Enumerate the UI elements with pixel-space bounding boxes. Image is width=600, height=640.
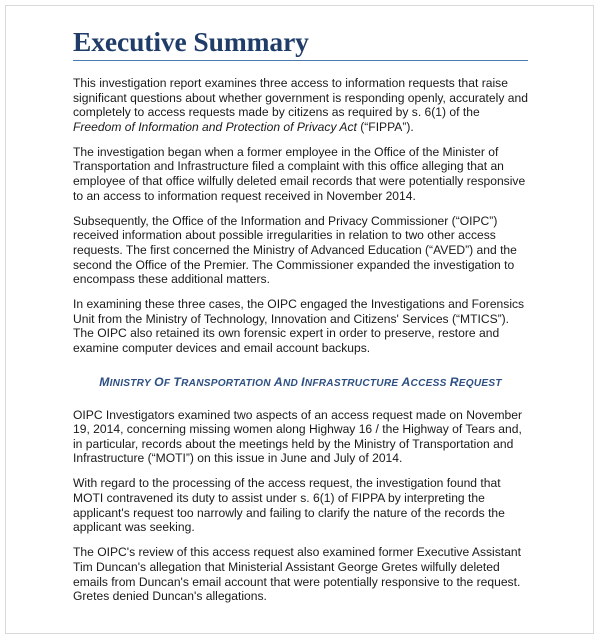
title-divider [73,60,528,61]
paragraph-1 [73,76,528,134]
smallcaps-rest: F [163,377,171,389]
smallcaps-rest: RANSPORTATION [181,377,271,389]
smallcaps-initial: I [301,374,305,389]
smallcaps-rest: ND [282,377,299,389]
text-run: Subsequently, the Office of the Information and Privacy Commissioner (“OIPC”) received information about possible irregularities in relation to two other access requests. The first concerned the Ministry of Advanced Education (“AVED”) and the second the Office of the Premier. The Commissioner expanded the investigation to encompass these additional matters. [73,213,517,287]
section-heading-moti-access-request [73,376,528,390]
smallcaps-initial: A [273,374,283,389]
section-heading-block [73,376,528,390]
text-run: With regard to the processing of the access request, the investigation found that MOTI contravened its duty to assist under s. 6(1) of FIPPA by interpreting the applicant's request too narrowly and failing to clarify the nature of the records the applicant was seeking. [73,476,505,535]
text-run: The OIPC's review of this access request also examined former Executive Assistant Tim Duncan's allegation that Ministerial Assistant George Gretes wilfully deleted emails from Duncan's email account that were potentially responsive to the request. Gretes denied Duncan's allegations. [73,545,521,604]
smallcaps-initial: R [449,374,459,389]
text-run: (“FIPPA”). [356,119,414,134]
paragraph-7 [73,545,528,603]
paragraph-5 [73,408,528,466]
smallcaps-rest: EQUEST [458,377,502,389]
smallcaps-initial: M [99,374,110,389]
smallcaps-rest: NFRASTRUCTURE [304,377,399,389]
smallcaps-initial: A [401,374,411,389]
paragraph-3 [73,214,528,287]
smallcaps-rest: CCESS [410,377,447,389]
italic-run: Freedom of Information and Protection of Privacy Act [73,119,357,134]
smallcaps-rest: INISTRY [109,377,151,389]
document-page [5,5,594,634]
paragraph-2 [73,145,528,203]
document-content [73,26,528,604]
smallcaps-initial: T [173,374,182,389]
text-run: In examining these three cases, the OIPC engaged the Investigations and Forensics Unit from the Ministry of Technology, Innovation and Citizens' Services (“MTICS”). The OIPC also retained its own forensic expert in order to preserve, restore and examine computer devices and email account backups. [73,297,525,355]
page-title: Executive Summary [73,26,309,57]
text-run: OIPC Investigators examined two aspects of an access request made on November 19, 2014, concerning missing women along Highway 16 / the Highway of Tears and, in particular, records about the meetings held by the Ministry of Transportation and Infrastructure (“MOTI”) on this issue in June and July of 2014. [73,407,523,466]
paragraph-6 [73,476,528,534]
text-run: The investigation began when a former employee in the Office of the Minister of Transportation and Infrastructure filed a complaint with this office alleging that an employee of that office wilfully deleted email records that were potentially responsive to an access to information request received in November 2014. [73,144,526,203]
smallcaps-initial: O [154,374,164,389]
paragraph-4 [73,297,528,355]
text-run: This investigation report examines three access to information requests that raise significant questions about whether government is responding openly, accurately and completely to access requests made by citizens as required by s. 6(1) of the [73,76,528,120]
